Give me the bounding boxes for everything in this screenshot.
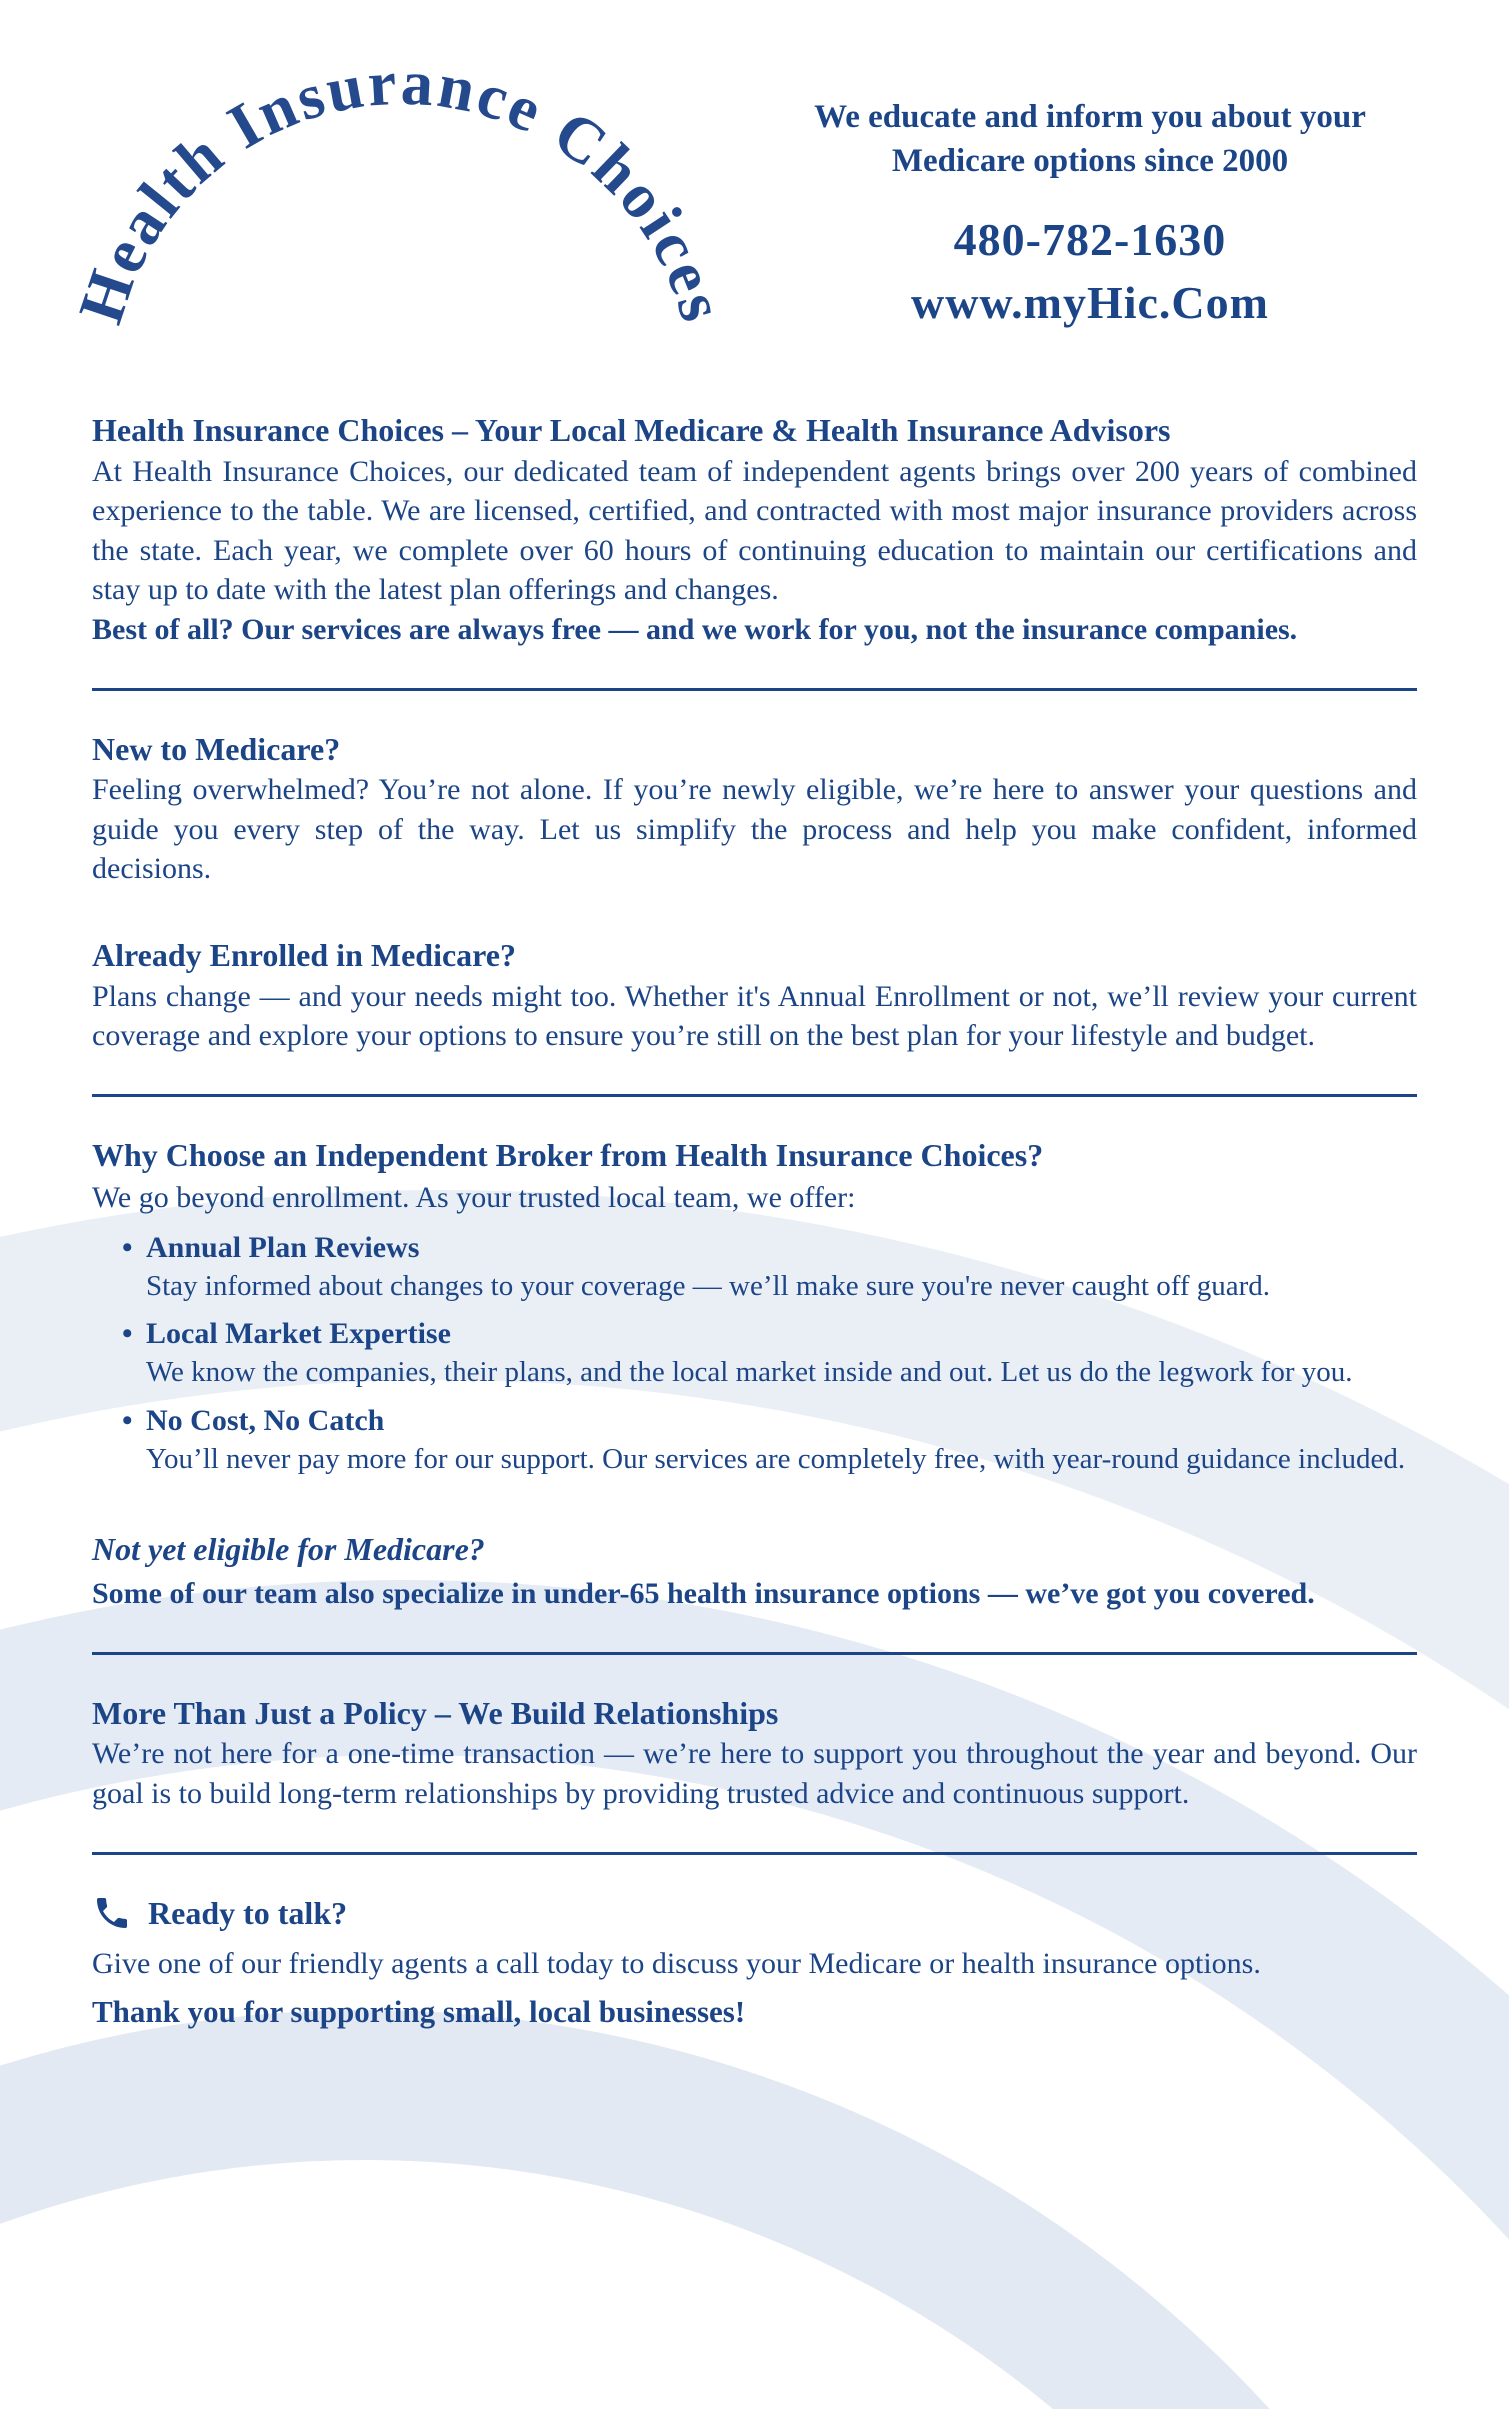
- bullet-description: Stay informed about changes to your coverage — we’ll make sure you're never caught off guard.: [146, 1269, 1271, 1302]
- relationships-heading: More Than Just a Policy – We Build Relationships: [92, 1694, 779, 1731]
- why-choose-heading: Why Choose an Independent Broker from Health Insurance Choices?: [92, 1136, 1044, 1173]
- phone-receiver-icon: [92, 1893, 132, 1933]
- relationships-section: [92, 1693, 1417, 1814]
- bullet-title-row: [92, 1314, 1417, 1353]
- phone-number[interactable]: 480-782-1630: [953, 214, 1227, 266]
- already-enrolled-body: Plans change — and your needs might too. Whether it's Annual Enrollment or not, we’ll review your current coverage and explore your options to ensure you’re still on the best plan for your lifestyle and budget.: [92, 979, 1417, 1053]
- website-link[interactable]: www.myHic.Com: [911, 277, 1269, 329]
- brand-arc-logo: [72, 14, 732, 419]
- section-divider: [92, 1094, 1417, 1097]
- section-divider: [92, 1852, 1417, 1855]
- section-divider: [92, 688, 1417, 691]
- thank-you-text: Thank you for supporting small, local businesses!: [92, 1993, 746, 2029]
- bullet-title-row: [92, 1228, 1417, 1267]
- already-enrolled-section: [92, 935, 1417, 1056]
- background-arc-inner: [0, 2010, 1509, 2409]
- new-to-medicare-body: Feeling overwhelmed? You’re not alone. If you’re newly eligible, we’re here to answer your questions and guide you every step of the way. Let us simplify the process and help you make confident, informed decisions.: [92, 773, 1417, 886]
- tagline-line-1: We educate and inform you about your: [814, 99, 1366, 135]
- bullet-marker: •: [122, 1230, 133, 1264]
- intro-heading: Health Insurance Choices – Your Local Medicare & Health Insurance Advisors: [92, 412, 1171, 448]
- bullet-title-row: [92, 1401, 1417, 1440]
- bullet-description: We know the companies, their plans, and the local market inside and out. Let us do the legwork for you.: [146, 1356, 1353, 1389]
- intro-body-text: At Health Insurance Choices, our dedicated team of independent agents brings over 200 years of combined experience to the table. We are licensed, certified, and contracted with most major insurance providers across the state. Each year, we complete over 60 hours of continuing education to maintain our certifications and stay up to date with the latest plan offerings and changes.: [92, 454, 1417, 607]
- bullet-marker: •: [122, 1404, 133, 1438]
- bullet-title: Annual Plan Reviews: [146, 1230, 420, 1264]
- intro-emphasis-text: Best of all? Our services are always free — and we work for you, not the insurance companies.: [92, 612, 1298, 646]
- why-choose-section: [92, 1135, 1417, 1479]
- tagline-line-2: Medicare options since 2000: [891, 142, 1289, 179]
- tagline: [740, 96, 1440, 183]
- svg-text:Health Insurance Choices: [72, 47, 732, 332]
- ready-to-talk-heading: Ready to talk?: [148, 1894, 348, 1931]
- relationships-body: We’re not here for a one-time transaction — we’re here to support you throughout the year and beyond. Our goal is to build long-term relationships by providing trusted advice and continuous support.: [92, 1737, 1417, 1810]
- under-65-section: [92, 1529, 1417, 1614]
- header-contact-block: [740, 96, 1440, 329]
- bullet-marker: •: [122, 1317, 133, 1351]
- already-enrolled-heading: Already Enrolled in Medicare?: [92, 936, 516, 973]
- brand-arc-text: Health Insurance Choices: [72, 46, 732, 332]
- bullet-title: Local Market Expertise: [146, 1317, 451, 1351]
- list-item: [92, 1314, 1417, 1392]
- header: [0, 0, 1509, 410]
- section-divider: [92, 1652, 1417, 1655]
- bullet-title: No Cost, No Catch: [146, 1404, 385, 1438]
- intro-section: [92, 410, 1417, 650]
- ready-to-talk-section: [92, 1893, 1417, 2033]
- ready-to-talk-heading-row: [92, 1893, 1417, 1935]
- why-choose-intro: We go beyond enrollment. As your trusted local team, we offer:: [92, 1181, 856, 1215]
- new-to-medicare-heading: New to Medicare?: [92, 730, 341, 767]
- bullet-description: You’ll never pay more for our support. Our services are completely free, with year-round guidance included.: [146, 1443, 1406, 1476]
- list-item: [92, 1401, 1417, 1479]
- list-item: [92, 1228, 1417, 1306]
- new-to-medicare-section: [92, 729, 1417, 889]
- under-65-question: Not yet eligible for Medicare?: [92, 1530, 485, 1567]
- ready-to-talk-body: Give one of our friendly agents a call today to discuss your Medicare or health insurance options.: [92, 1947, 1261, 1981]
- flyer-body: [0, 410, 1509, 2033]
- under-65-statement: Some of our team also specialize in under-65 health insurance options — we’ve got you covered.: [92, 1577, 1315, 1611]
- benefits-list: [92, 1228, 1417, 1479]
